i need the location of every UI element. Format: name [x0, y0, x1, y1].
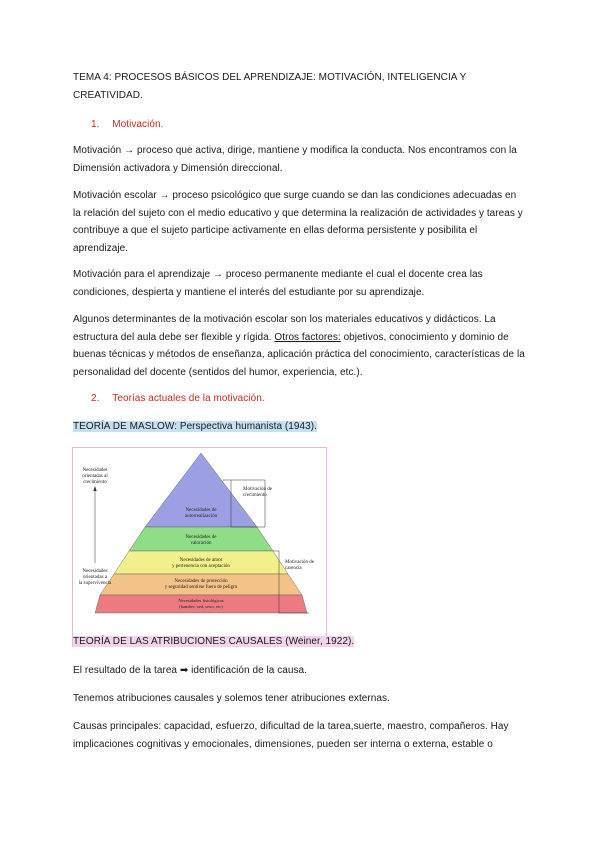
right-top-label: Motivación de — [243, 487, 273, 492]
paragraph-motivacion-aprendizaje — [73, 266, 535, 301]
level-label: Necesidades fisiológicas — [178, 598, 224, 603]
level-label: Necesidades de protección — [174, 579, 228, 584]
title-line-1: TEMA 4: PROCESOS BÁSICOS DEL APRENDIZAJE: MOTIVACIÓN, INTELIGENCIA Y — [73, 72, 467, 83]
text-line: Motivación para el aprendizaje → proceso permanente mediante el cual el docente crea las — [73, 269, 483, 280]
arrow-up-icon — [93, 486, 96, 491]
left-top-label: orientadas al — [82, 474, 108, 479]
text-line: Causas principales: capacidad, esfuerzo, dificultad de la tarea,suerte, maestro, compañeros. Hay — [73, 721, 509, 732]
paragraph-resultado: El resultado de la tarea ➡ identificación de la causa. — [73, 665, 307, 676]
level-label: y pertenencia con aceptación — [172, 564, 230, 569]
paragraph-determinantes — [73, 311, 535, 381]
right-bottom-label: Motivación de — [285, 560, 315, 565]
page-title — [73, 69, 535, 104]
text-line: personalidad del docente (sentidos del humor, experiencia, etc.). — [73, 366, 363, 378]
level-label: Necesidades de amor — [179, 558, 223, 563]
section-2-label: Teorías actuales de la motivación. — [112, 393, 265, 404]
level-label: valoración — [190, 541, 212, 546]
section-1-heading — [91, 116, 553, 134]
paragraph-motivacion-escolar — [73, 187, 535, 257]
text-span: estructura del aula debe ser flexible y rígida. — [73, 331, 275, 343]
right-top-label: crecimiento — [243, 493, 267, 498]
paragraph-motivacion — [73, 142, 535, 177]
left-bottom-label: la supervivencia — [78, 581, 112, 586]
weiner-heading — [73, 633, 354, 651]
text-line: Algunos determinantes de la motivación escolar son los materiales educativos y didácticos. La — [73, 314, 496, 325]
text-line: implicaciones cognitivas y emocionales, dimensiones, pueden ser interna o externa, estable o — [73, 738, 493, 750]
level-label: Necesidades de — [185, 535, 217, 540]
level-label: y seguridad sentirse fuera de peligro — [164, 585, 238, 590]
maslow-pyramid-svg — [73, 448, 326, 618]
text-span: objetivos, conocimiento y dominio de — [340, 331, 509, 343]
left-top-label: Necesidades — [82, 468, 108, 473]
text-line: Motivación → proceso que activa, dirige, mantiene y modifica la conducta. Nos encontramos con la — [73, 145, 517, 156]
text-line: Dimensión activadora y Dimensión direccional. — [73, 162, 283, 174]
paragraph-causas — [73, 718, 535, 753]
text-line: condiciones, despierta y mantiene el interés del estudiante por su aprendizaje. — [73, 286, 425, 298]
left-top-label: crecimiento — [83, 480, 107, 485]
level-label: (hambre, sed, sexo, etc) — [179, 604, 223, 609]
weiner-heading-text: TEORÍA DE LAS ATRIBUCIONES CAUSALES (Weiner, 1922). — [73, 636, 355, 647]
level-label: autorrealización — [184, 514, 218, 519]
section-2-heading — [91, 390, 553, 408]
text-line: buenas técnicas y métodos de enseñanza, aplicación práctica del conocimiento, características de la — [73, 349, 525, 360]
maslow-heading — [73, 418, 317, 436]
text-line — [73, 329, 535, 347]
section-2-number: 2. — [91, 393, 100, 404]
text-line: contribuye a que el sujeto participe activamente en ellas deforma persistente y posibilita el — [73, 225, 478, 236]
underlined-text: Otros factores: — [274, 331, 341, 343]
section-1-number: 1. — [91, 119, 100, 130]
paragraph-atribuciones: Tenemos atribuciones causales y solemos tener atribuciones externas. — [73, 693, 390, 704]
maslow-heading-text: TEORÍA DE MASLOW: Perspectiva humanista (1943). — [73, 421, 317, 432]
text-line: la relación del sujeto con el medio educativo y que determina la realización de actividades y tareas y — [73, 207, 523, 219]
level-label: Necesidades de — [185, 508, 217, 513]
right-bottom-label: carencia — [285, 566, 302, 571]
section-1-label: Motivación. — [112, 119, 164, 130]
left-bottom-label: Necesidades — [82, 569, 108, 574]
maslow-pyramid-figure — [72, 447, 327, 647]
left-bottom-label: orientadas a — [82, 575, 108, 580]
text-line: Motivación escolar → proceso psicológico que surge cuando se dan las condiciones adecuadas en — [73, 190, 517, 201]
text-line: aprendizaje. — [73, 242, 129, 254]
title-line-2: CREATIVIDAD. — [73, 89, 143, 101]
